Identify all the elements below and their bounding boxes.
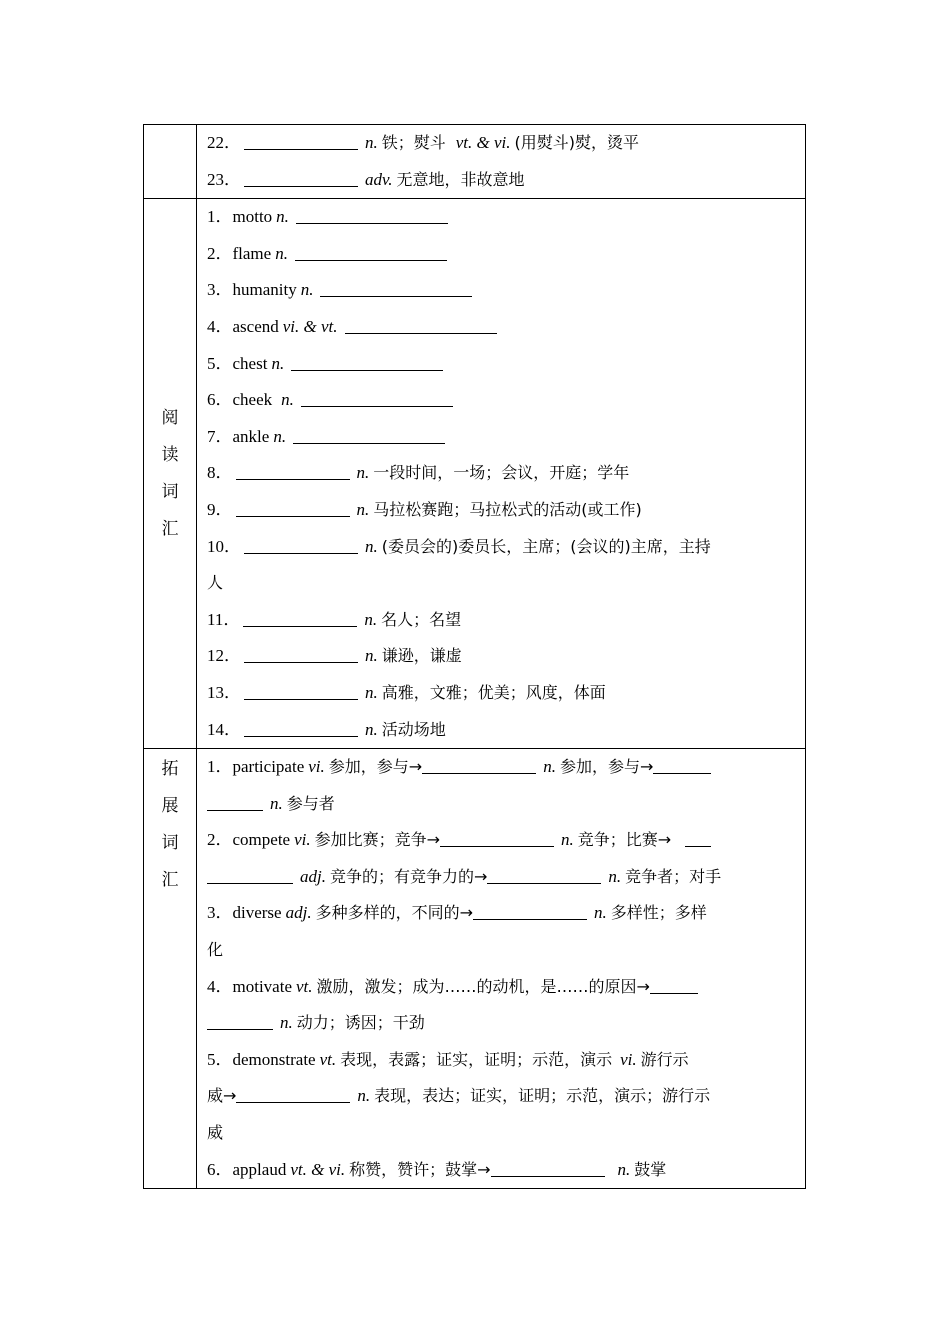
section-continued xyxy=(144,125,806,199)
item-number: 11． xyxy=(207,609,241,629)
item-number: 13． xyxy=(207,682,241,702)
answer-blank[interactable] xyxy=(487,865,601,884)
section-content xyxy=(197,125,806,199)
vocab-line xyxy=(207,786,797,823)
answer-blank[interactable] xyxy=(244,168,358,187)
answer-blank[interactable] xyxy=(301,388,453,407)
meaning: 高雅，文雅；优美；风度，体面 xyxy=(381,682,606,702)
item-number: 1． xyxy=(207,757,233,777)
item-number: 2． xyxy=(207,830,233,850)
category-label-extended xyxy=(160,751,180,899)
vocab-line xyxy=(207,602,797,639)
section-content xyxy=(197,749,806,1189)
part-of-speech: n. xyxy=(364,609,378,629)
part-of-speech: n. xyxy=(276,207,289,227)
vocab-line xyxy=(207,1078,797,1115)
part-of-speech: n. xyxy=(270,793,283,813)
meaning: 竞争者；对手 xyxy=(625,866,722,886)
meaning: 多样性；多样 xyxy=(610,903,707,923)
part-of-speech: n. xyxy=(594,903,607,923)
part-of-speech: vt. & vi. xyxy=(455,133,511,152)
part-of-speech: n. xyxy=(275,243,288,263)
answer-blank[interactable] xyxy=(440,828,554,847)
category-char: 词 xyxy=(161,833,179,854)
part-of-speech: n. xyxy=(617,1159,631,1179)
vocab-word: compete xyxy=(232,830,291,850)
vocab-word: motto xyxy=(232,207,273,227)
vocab-word: ankle xyxy=(232,426,270,446)
vocab-line xyxy=(207,419,797,456)
answer-blank[interactable] xyxy=(293,425,445,444)
part-of-speech: n. xyxy=(365,646,378,666)
category-char: 拓 xyxy=(161,759,179,780)
category-label-reading xyxy=(160,400,180,548)
vocab-word: motivate xyxy=(232,976,292,996)
part-of-speech: vi. & vt. xyxy=(282,316,338,336)
vocab-line-22 xyxy=(207,125,797,162)
meaning: 活动场地 xyxy=(381,719,446,739)
section-extended-vocabulary xyxy=(144,749,806,1189)
part-of-speech: n. xyxy=(357,1086,371,1106)
vocab-line xyxy=(207,309,797,346)
meaning: 多种多样的，不同的→ xyxy=(315,903,473,923)
vocab-line xyxy=(207,969,797,1006)
answer-blank[interactable] xyxy=(345,315,497,334)
vocab-line xyxy=(207,199,797,236)
line-continuation: 化 xyxy=(207,940,224,960)
meaning: 参加比赛；竞争→ xyxy=(314,830,441,850)
part-of-speech: n. xyxy=(271,353,285,373)
item-number: 3． xyxy=(207,280,233,300)
item-number: 12． xyxy=(207,646,241,666)
part-of-speech: n. xyxy=(280,1013,293,1033)
item-number: 7． xyxy=(207,426,233,446)
part-of-speech: vt. xyxy=(295,976,313,996)
answer-blank[interactable] xyxy=(244,131,358,150)
part-of-speech: adv. xyxy=(365,169,393,189)
vocab-line xyxy=(207,272,797,309)
vocab-line xyxy=(207,675,797,712)
item-number: 14． xyxy=(207,719,241,739)
answer-blank[interactable] xyxy=(320,278,472,297)
vocabulary-table xyxy=(143,124,806,1189)
category-cell xyxy=(144,749,197,1189)
section-reading-vocabulary xyxy=(144,199,806,749)
part-of-speech: vi. xyxy=(308,757,325,777)
item-number: 5． xyxy=(207,353,233,373)
vocab-line xyxy=(207,492,797,529)
part-of-speech: vt. xyxy=(319,1049,337,1069)
vocab-word: humanity xyxy=(232,280,297,300)
item-number: 2． xyxy=(207,243,233,263)
meaning: 铁；熨斗 xyxy=(381,133,446,152)
item-number: 8． xyxy=(207,463,233,483)
item-number: 1． xyxy=(207,207,233,227)
category-char: 词 xyxy=(161,481,179,502)
part-of-speech: vi. xyxy=(620,1049,637,1069)
meaning: 表现，表达；证实，证明；示范，演示；游行示 xyxy=(374,1086,711,1106)
answer-blank[interactable] xyxy=(243,608,357,627)
vocab-line xyxy=(207,712,797,749)
vocab-line xyxy=(207,346,797,383)
part-of-speech: n. xyxy=(543,757,556,777)
item-number: 6． xyxy=(207,1159,233,1179)
part-of-speech: n. xyxy=(365,719,378,739)
category-char: 展 xyxy=(161,796,179,817)
vocab-word: cheek xyxy=(232,390,273,410)
meaning: 激励，激发；成为……的动机，是……的原因→ xyxy=(316,976,650,996)
answer-blank[interactable] xyxy=(236,461,350,480)
answer-blank[interactable] xyxy=(236,498,350,517)
vocab-word: diverse xyxy=(232,903,282,923)
meaning: 竞争；比赛→ xyxy=(577,830,672,850)
part-of-speech: adj. xyxy=(285,903,312,923)
vocab-line xyxy=(207,529,797,566)
vocab-word: chest xyxy=(232,353,268,373)
answer-blank[interactable] xyxy=(653,755,711,774)
vocab-word: demonstrate xyxy=(232,1049,316,1069)
vocab-line xyxy=(207,749,797,786)
vocab-line xyxy=(207,236,797,273)
part-of-speech: vi. xyxy=(294,830,311,850)
vocab-word: flame xyxy=(232,243,272,263)
meaning: 动力；诱因；干劲 xyxy=(296,1013,425,1033)
category-cell-empty xyxy=(144,125,197,199)
meaning: 名人；名望 xyxy=(381,609,462,629)
answer-blank[interactable] xyxy=(207,865,293,884)
meaning: 参加，参与→ xyxy=(559,757,654,777)
meaning: 竞争的；有竞争力的→ xyxy=(329,866,488,886)
line-continuation: 威 xyxy=(207,1123,224,1143)
answer-blank[interactable] xyxy=(244,718,358,737)
vocab-line xyxy=(207,895,797,932)
item-number: 3． xyxy=(207,903,233,923)
part-of-speech: adj. xyxy=(300,866,326,886)
vocab-line xyxy=(207,455,797,492)
line-continuation: 人 xyxy=(207,573,224,593)
category-char: 读 xyxy=(161,444,179,465)
vocab-word: applaud xyxy=(232,1159,287,1179)
answer-blank[interactable] xyxy=(291,352,443,371)
meaning: 马拉松赛跑；马拉松式的活动(或工作) xyxy=(373,499,642,519)
meaning: (委员会的)委员长，主席；(会议的)主席，主持 xyxy=(381,536,711,556)
answer-blank[interactable] xyxy=(685,828,711,847)
meaning: (用熨斗)熨，烫平 xyxy=(514,133,640,152)
answer-blank[interactable] xyxy=(236,1084,350,1103)
meaning: 参加，参与→ xyxy=(328,757,423,777)
answer-blank[interactable] xyxy=(296,205,448,224)
answer-blank[interactable] xyxy=(422,755,536,774)
answer-blank[interactable] xyxy=(244,681,358,700)
part-of-speech: n. xyxy=(356,463,370,483)
part-of-speech: n. xyxy=(356,499,370,519)
line-continuation: 威→ xyxy=(207,1086,237,1106)
category-char: 阅 xyxy=(161,407,179,428)
category-cell xyxy=(144,199,197,749)
part-of-speech: n. xyxy=(365,536,378,556)
part-of-speech: n. xyxy=(561,830,574,850)
item-number: 4． xyxy=(207,976,233,996)
vocab-line xyxy=(207,382,797,419)
meaning: 鼓掌 xyxy=(634,1159,667,1179)
item-number: 5． xyxy=(207,1049,233,1069)
part-of-speech: n. xyxy=(281,390,294,410)
item-number: 22． xyxy=(207,133,241,152)
answer-blank[interactable] xyxy=(295,242,447,261)
part-of-speech: n. xyxy=(365,133,378,152)
vocab-line xyxy=(207,1005,797,1042)
answer-blank[interactable] xyxy=(650,975,698,994)
vocab-line xyxy=(207,1042,797,1079)
part-of-speech: n. xyxy=(608,866,622,886)
vocab-line xyxy=(207,822,797,859)
section-content xyxy=(197,199,806,749)
meaning: 无意地，非故意地 xyxy=(396,169,525,189)
vocab-line xyxy=(207,638,797,675)
answer-blank[interactable] xyxy=(244,535,358,554)
answer-blank[interactable] xyxy=(244,644,358,663)
part-of-speech: vt. & vi. xyxy=(290,1159,346,1179)
answer-blank[interactable] xyxy=(207,1011,273,1030)
meaning: 表现，表露；证实，证明；示范，演示 xyxy=(340,1049,613,1069)
meaning: 称赞，赞许；鼓掌→ xyxy=(349,1159,491,1179)
category-char: 汇 xyxy=(161,870,179,891)
answer-blank[interactable] xyxy=(491,1158,605,1177)
part-of-speech: n. xyxy=(300,280,314,300)
vocab-word: ascend xyxy=(232,316,279,336)
vocab-line xyxy=(207,859,797,896)
answer-blank[interactable] xyxy=(473,901,587,920)
part-of-speech: n. xyxy=(273,426,287,446)
item-number: 4． xyxy=(207,316,233,336)
meaning: 游行示 xyxy=(640,1049,689,1069)
part-of-speech: n. xyxy=(365,682,378,702)
meaning: 谦逊，谦虚 xyxy=(381,646,462,666)
item-number: 10． xyxy=(207,536,241,556)
category-char: 汇 xyxy=(161,518,179,539)
item-number: 6． xyxy=(207,390,233,410)
item-number: 23． xyxy=(207,169,241,189)
meaning: 一段时间，一场；会议，开庭；学年 xyxy=(373,463,630,483)
answer-blank[interactable] xyxy=(207,792,263,811)
item-number: 9． xyxy=(207,499,233,519)
vocab-line xyxy=(207,1152,797,1189)
meaning: 参与者 xyxy=(286,793,335,813)
vocab-word: participate xyxy=(232,757,305,777)
vocab-line-23 xyxy=(207,162,797,199)
